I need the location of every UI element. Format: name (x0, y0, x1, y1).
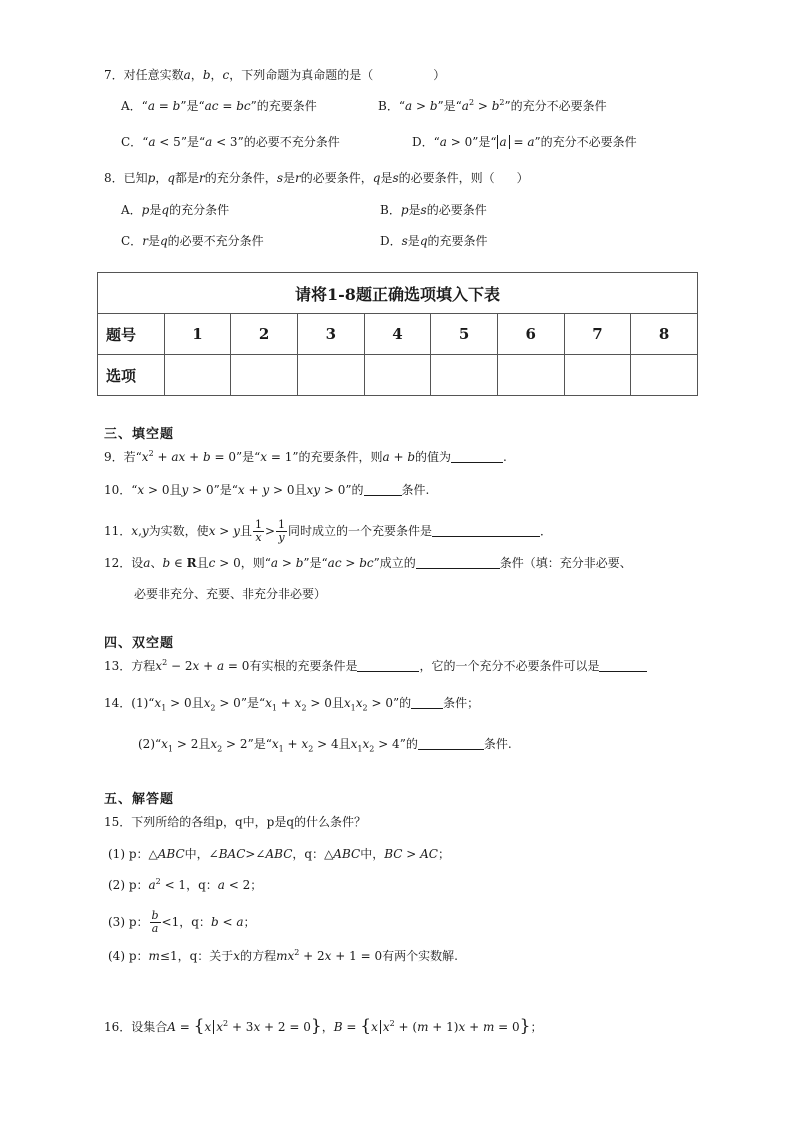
q12: 12．设a、b ∈ R且c > 0，则“a > b”是“ac > bc”成立的 条件（填：充分非必要、 (104, 556, 632, 570)
question-number-cell: 3 (297, 314, 364, 355)
q14-2-answer-blank[interactable] (418, 737, 484, 750)
q7-option-c: C．“a < 5”是“a < 3”的必要不充分条件 (121, 135, 340, 149)
q7-option-d: D．“a > 0”是“ a = a”的充分不必要条件 (412, 135, 637, 149)
answer-cell[interactable] (164, 355, 231, 396)
row-label-question-number: 题号 (98, 314, 165, 355)
q10-answer-blank[interactable] (364, 483, 402, 496)
q7-option-b: B．“a > b”是“$a^2 > b^2$”的充分不必要条件 (378, 98, 607, 113)
q7-option-a: A．“a = b”是“ac = bc”的充要条件 (121, 99, 317, 113)
answer-table-title: 请将1-8题正确选项填入下表 (98, 273, 698, 314)
q11-answer-blank[interactable] (432, 524, 540, 537)
answer-cell[interactable] (497, 355, 564, 396)
q14-part1: 14．$(1)“x_1 > 0$且$x_2 > 0$”是“$x_1 + x_2 > 0$且$x_1x_2 > 0$”的 条件； (104, 696, 480, 713)
answer-cell[interactable] (431, 355, 498, 396)
q13: 13．方程$x^2 - 2x + a = 0$有实根的充要条件是 ，它的一个充分不必要条件可以是 (104, 658, 647, 674)
answer-cell[interactable] (564, 355, 631, 396)
question-number-cell: 4 (364, 314, 431, 355)
q14-1-answer-blank[interactable] (411, 696, 443, 709)
answer-cell[interactable] (364, 355, 431, 396)
row-label-answer: 选项 (98, 355, 165, 396)
q9: 9．若“$x^2$ + ax + b = 0”是“x = 1”的充要条件，则a + b的值为 . (104, 449, 507, 464)
section-heading-solution: 五、解答题 (104, 792, 175, 807)
q15-item4: (4) p：m≤1，q：关于x的方程$mx^2 + 2x + 1 = 0$有两个实数解. (108, 948, 458, 963)
question-number-cell: 7 (564, 314, 631, 355)
q13-answer-blank-2[interactable] (599, 659, 647, 672)
question-number-cell: 2 (231, 314, 298, 355)
q12-answer-blank[interactable] (416, 556, 500, 569)
question-number-cell: 8 (631, 314, 698, 355)
q8-stem: 8．已知p，q都是r的充分条件，s是r的必要条件，q是s的必要条件，则（ ） (104, 171, 529, 185)
q9-answer-blank[interactable] (451, 450, 503, 463)
answer-cell[interactable] (231, 355, 298, 396)
q16: 16．设集合A = {x $x^2 + 3x + 2 = 0$}，B = {x $x^2 + (m + 1)x + m = 0$}； (104, 1016, 543, 1036)
q7-stem: 7．对任意实数a，b，c，下列命题为真命题的是（ ） (104, 68, 446, 82)
q11: 11．x,y为实数，使x > y且 $\frac{1}{x}$ > $\frac{1}{y}$ 同时成立的一个充要条件是 ． (104, 518, 553, 544)
q8-option-b: B．p是s的必要条件 (380, 203, 487, 217)
question-number-cell: 1 (164, 314, 231, 355)
q13-answer-blank-1[interactable] (357, 659, 419, 672)
q15-item2: (2) p：$a^2 < 1$，q：a < 2； (108, 877, 263, 892)
q15-item1: (1) p：△ABC中，∠BAC>∠ABC，q：△ABC中，BC > AC； (108, 847, 450, 861)
q10: 10．“x > 0且y > 0”是“x + y > 0且xy > 0”的 条件. (104, 483, 430, 497)
q8-option-a: A．p是q的充分条件 (121, 203, 230, 217)
section-heading-double-blank: 四、双空题 (104, 636, 175, 651)
q8-option-c: C．r是q的必要不充分条件 (121, 234, 264, 248)
q8-option-d: D．s是q的充要条件 (380, 234, 488, 248)
q12-continued: 必要非充分、充要、非充分非必要） (134, 587, 327, 601)
answer-cell[interactable] (631, 355, 698, 396)
section-heading-fill-blank: 三、填空题 (104, 427, 175, 442)
q14-part2: $(2)“x_1 > 2$且$x_2 > 2$”是“$x_1 + x_2 > 4$且$x_1x_2 > 4$”的 条件. (138, 737, 512, 754)
question-number-cell: 6 (497, 314, 564, 355)
q15: 15．下列所给的各组p，q中，p是q的什么条件？ (104, 815, 366, 829)
question-number-cell: 5 (431, 314, 498, 355)
q15-item3: (3) p： $\frac{b}{a}$ <1，q：b < a； (108, 909, 256, 935)
answer-table (97, 272, 698, 396)
answer-cell[interactable] (297, 355, 364, 396)
